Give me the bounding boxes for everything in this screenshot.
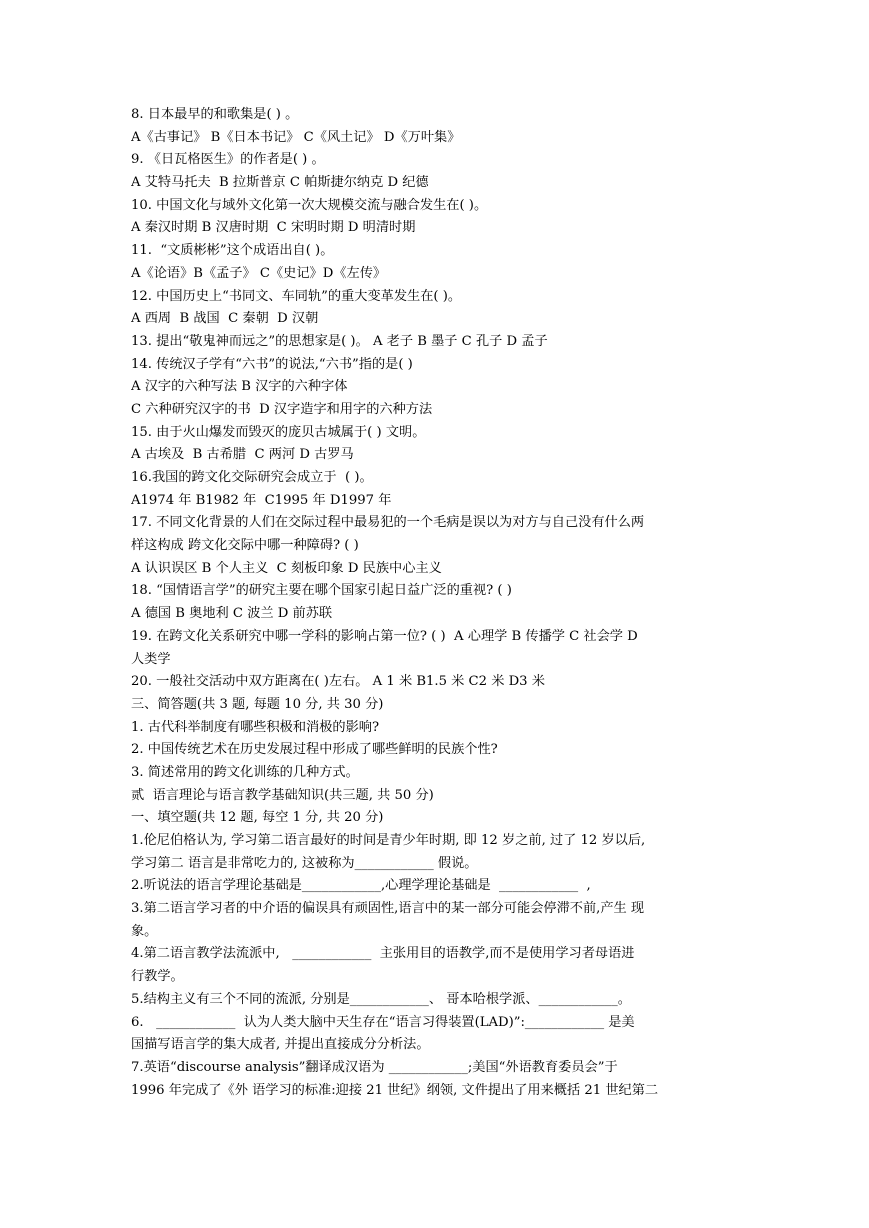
text-line: A 认识误区 B 个人主义 C 刻板印象 D 民族中心主义 — [131, 560, 442, 576]
text-line: 11. “文质彬彬”这个成语出自( )。 — [131, 243, 334, 259]
text-line: 10. 中国文化与域外文化第一次大规模交流与融合发生在( )。 — [131, 197, 488, 213]
text-line: 1. 古代科举制度有哪些积极和消极的影响? — [131, 719, 380, 735]
text-line: 贰 语言理论与语言教学基础知识(共三题, 共 50 分) — [131, 787, 434, 803]
text-line: 12. 中国历史上“书同文、车同轨”的重大变革发生在( )。 — [131, 288, 462, 304]
text-line: 2. 中国传统艺术在历史发展过程中形成了哪些鲜明的民族个性? — [131, 742, 498, 758]
text-line: A 艾特马托夫 B 拉斯普京 C 帕斯捷尔纳克 D 纪德 — [131, 175, 429, 191]
text-line: 18. “国情语言学”的研究主要在哪个国家引起日益广泛的重视? ( ) — [131, 583, 512, 599]
text-line: 3.第二语言学习者的中介语的偏误具有顽固性,语言中的某一部分可能会停滞不前,产生 现 — [131, 901, 645, 917]
text-line: 一、填空题(共 12 题, 每空 1 分, 共 20 分) — [131, 810, 384, 826]
text-line: A《论语》B《孟子》 C《史记》D《左传》 — [131, 265, 387, 281]
text-line: A1974 年 B1982 年 C1995 年 D1997 年 — [131, 492, 392, 508]
text-line: 1.伦尼伯格认为, 学习第二语言最好的时间是青少年时期, 即 12 岁之前, 过了 12 岁以后, — [131, 833, 646, 848]
text-line: A 西周 B 战国 C 秦朝 D 汉朝 — [131, 311, 319, 327]
text-line: 8. 日本最早的和歌集是( ) 。 — [131, 107, 299, 122]
text-line: 国描写语言学的集大成者, 并提出直接成分分析法。 — [131, 1037, 430, 1053]
text-line: A 汉字的六种写法 B 汉字的六种字体 — [131, 379, 348, 395]
text-line: 5.结构主义有三个不同的流派, 分别是____________、 哥本哈根学派、____________。 — [131, 991, 631, 1007]
text-line: 人类学 — [131, 651, 171, 667]
text-line: 14. 传统汉子学有“六书”的说法,“六书”指的是( ) — [131, 356, 413, 372]
text-line: 6. ____________ 认为人类大脑中天生存在“语言习得装置(LAD)”:____________ 是美 — [131, 1014, 635, 1030]
text-line: 样这构成 跨文化交际中哪一种障碍? ( ) — [131, 538, 359, 554]
text-line: 9. 《日瓦格医生》的作者是( ) 。 — [131, 152, 325, 168]
text-line: A《古事记》 B《日本书记》 C《风土记》 D《万叶集》 — [131, 129, 461, 145]
text-line: 20. 一般社交活动中双方距离在( )左右。 A 1 米 B1.5 米 C2 米 D3 米 — [131, 674, 545, 690]
text-line: 3. 简述常用的跨文化训练的几种方式。 — [131, 764, 359, 780]
text-line: 2.听说法的语言学理论基础是____________,心理学理论基础是 ____________ , — [131, 878, 591, 894]
text-line: 象。 — [131, 923, 158, 939]
text-line: A 德国 B 奥地利 C 波兰 D 前苏联 — [131, 606, 333, 622]
text-line: 学习第二 语言是非常吃力的, 这被称为____________ 假说。 — [131, 855, 478, 871]
text-line: 17. 不同文化背景的人们在交际过程中最易犯的一个毛病是误以为对方与自己没有什么两 — [131, 515, 645, 531]
text-line: C 六种研究汉字的书 D 汉字造字和用字的六种方法 — [131, 401, 433, 417]
text-line: 13. 提出“敬鬼神而远之”的思想家是( )。 A 老子 B 墨子 C 孔子 D 孟子 — [131, 333, 548, 349]
text-line: 4.第二语言教学法流派中, ____________ 主张用目的语教学,而不是使用学习者母语进 — [131, 946, 635, 962]
text-line: 16.我国的跨文化交际研究会成立于 ( )。 — [131, 470, 373, 485]
text-line: A 秦汉时期 B 汉唐时期 C 宋明时期 D 明清时期 — [131, 220, 416, 236]
text-line: 行教学。 — [131, 969, 184, 985]
text-line: 三、简答题(共 3 题, 每题 10 分, 共 30 分) — [131, 696, 384, 712]
document-body — [131, 104, 743, 1102]
text-line: A 古埃及 B 古希腊 C 两河 D 古罗马 — [131, 447, 354, 463]
text-line: 7.英语“discourse analysis”翻译成汉语为 ____________;美国“外语教育委员会”于 — [131, 1059, 618, 1075]
text-line: 19. 在跨文化关系研究中哪一学科的影响占第一位? ( ) A 心理学 B 传播学 C 社会学 D — [131, 628, 638, 644]
text-line: 1996 年完成了《外 语学习的标准:迎接 21 世纪》纲领, 文件提出了用来概括 21 世纪第二 — [131, 1082, 659, 1098]
text-line: 15. 由于火山爆发而毁灭的庞贝古城属于( ) 文明。 — [131, 424, 426, 440]
